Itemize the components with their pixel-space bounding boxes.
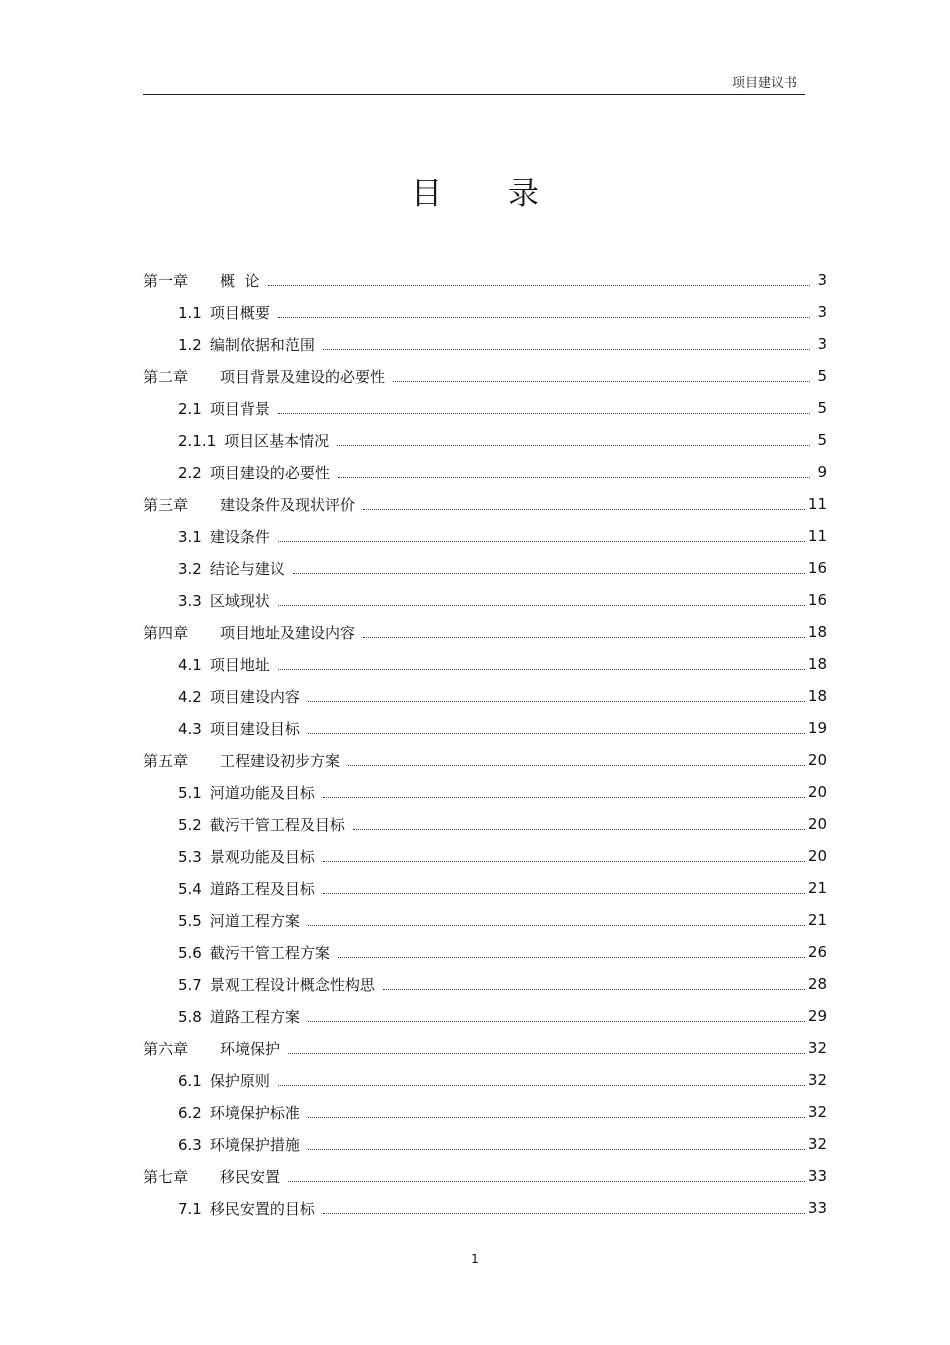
toc-entry-number: 第一章	[143, 271, 189, 290]
toc-entry-text: 区域现状	[209, 591, 270, 610]
toc-entry-number: 5.7	[178, 975, 202, 994]
toc-entry-number: 5.4	[178, 879, 202, 898]
toc-entry-page: 3	[817, 335, 827, 353]
toc-entry-number: 5.3	[178, 847, 202, 866]
toc-entry-label	[178, 846, 319, 867]
toc-entry-label	[178, 782, 319, 803]
toc-entry-page: 26	[807, 943, 827, 961]
toc-entry-page: 18	[807, 655, 827, 673]
toc-entry-number: 6.3	[178, 1135, 202, 1154]
toc-entry-page: 5	[817, 431, 827, 449]
toc-entry-number: 1.1	[178, 303, 202, 322]
toc-entry-label	[143, 1166, 284, 1187]
toc-entry-page: 20	[807, 815, 827, 833]
toc-entry-text: 概 论	[220, 271, 260, 290]
toc-section-entry[interactable]	[143, 296, 827, 328]
toc-entry-page: 19	[807, 719, 827, 737]
toc-entry-label	[143, 494, 359, 515]
toc-entry-number: 2.2	[178, 463, 202, 482]
toc-entry-number: 4.3	[178, 719, 202, 738]
toc-section-entry[interactable]	[143, 520, 827, 552]
toc-chapter-entry[interactable]	[143, 616, 827, 648]
toc-section-entry[interactable]	[143, 776, 827, 808]
toc-entry-text: 环境保护标准	[209, 1103, 300, 1122]
toc-section-entry[interactable]	[143, 968, 827, 1000]
toc-dot-leader	[278, 303, 810, 318]
toc-entry-page: 9	[817, 463, 827, 481]
toc-entry-label	[178, 718, 304, 739]
document-title-char-1: 目	[411, 176, 442, 212]
toc-entry-text: 建设条件及现状评价	[220, 495, 356, 514]
toc-entry-number: 4.2	[178, 687, 202, 706]
toc-dot-leader	[278, 527, 805, 542]
toc-dot-leader	[278, 399, 810, 414]
toc-entry-number: 7.1	[178, 1199, 202, 1218]
toc-entry-page: 32	[807, 1071, 827, 1089]
toc-entry-label	[178, 462, 334, 483]
toc-section-entry[interactable]	[143, 1064, 827, 1096]
toc-chapter-entry[interactable]	[143, 264, 827, 296]
toc-section-entry[interactable]	[143, 840, 827, 872]
toc-section-entry[interactable]	[143, 1192, 827, 1224]
toc-dot-leader	[338, 463, 810, 478]
toc-entry-label	[178, 1198, 319, 1219]
toc-entry-text: 项目地址	[209, 655, 270, 674]
toc-entry-text: 项目建设目标	[209, 719, 300, 738]
toc-entry-number: 3.1	[178, 527, 202, 546]
toc-dot-leader	[353, 815, 805, 830]
toc-entry-label	[178, 654, 274, 675]
toc-entry-text: 项目概要	[209, 303, 270, 322]
toc-entry-page: 29	[807, 1007, 827, 1025]
toc-entry-text: 项目建设内容	[209, 687, 300, 706]
toc-entry-number: 6.1	[178, 1071, 202, 1090]
toc-dot-leader	[308, 1135, 805, 1150]
toc-entry-text: 移民安置的目标	[209, 1199, 315, 1218]
toc-entry-label	[143, 750, 344, 771]
toc-dot-leader	[293, 559, 805, 574]
toc-entry-number: 第三章	[143, 495, 189, 514]
toc-entry-page: 28	[807, 975, 827, 993]
toc-entry-number: 4.1	[178, 655, 202, 674]
toc-entry-text: 项目背景及建设的必要性	[220, 367, 386, 386]
document-title-char-2: 录	[508, 176, 539, 212]
toc-dot-leader	[323, 335, 810, 350]
toc-entry-label	[143, 366, 389, 387]
toc-entry-text: 建设条件	[209, 527, 270, 546]
toc-entry-number: 5.1	[178, 783, 202, 802]
toc-entry-label	[178, 1134, 304, 1155]
toc-entry-label	[178, 334, 319, 355]
toc-section-entry[interactable]	[143, 808, 827, 840]
toc-entry-page: 3	[817, 303, 827, 321]
toc-entry-page: 32	[807, 1103, 827, 1121]
toc-entry-text: 工程建设初步方案	[220, 751, 341, 770]
toc-dot-leader	[337, 431, 810, 446]
document-title	[0, 168, 950, 213]
toc-section-entry[interactable]	[143, 328, 827, 360]
toc-dot-leader	[268, 271, 810, 286]
toc-entry-number: 第五章	[143, 751, 189, 770]
toc-dot-leader	[363, 623, 805, 638]
toc-entry-text: 环境保护	[220, 1039, 281, 1058]
toc-chapter-entry[interactable]	[143, 360, 827, 392]
toc-entry-label	[178, 686, 304, 707]
toc-entry-text: 项目背景	[209, 399, 270, 418]
toc-entry-label	[178, 910, 304, 931]
toc-section-entry[interactable]	[143, 1096, 827, 1128]
toc-entry-label	[178, 1102, 304, 1123]
toc-chapter-entry[interactable]	[143, 744, 827, 776]
toc-entry-label	[143, 1038, 284, 1059]
toc-dot-leader	[363, 495, 805, 510]
toc-entry-label	[178, 878, 319, 899]
toc-entry-text: 道路工程及目标	[209, 879, 315, 898]
toc-entry-label	[178, 814, 349, 835]
page-number: 1	[471, 1252, 479, 1266]
toc-section-entry[interactable]	[143, 584, 827, 616]
toc-entry-page: 32	[807, 1135, 827, 1153]
toc-entry-number: 5.5	[178, 911, 202, 930]
toc-entry-page: 16	[807, 591, 827, 609]
toc-dot-leader	[323, 783, 805, 798]
toc-dot-leader	[348, 751, 805, 766]
toc-entry-number: 3.3	[178, 591, 202, 610]
toc-entry-text: 移民安置	[220, 1167, 281, 1186]
toc-entry-page: 16	[807, 559, 827, 577]
toc-chapter-entry[interactable]	[143, 488, 827, 520]
toc-entry-label	[143, 622, 359, 643]
toc-entry-page: 11	[807, 527, 827, 545]
toc-entry-text: 道路工程方案	[209, 1007, 300, 1026]
toc-section-entry[interactable]	[143, 712, 827, 744]
toc-entry-number: 第四章	[143, 623, 189, 642]
toc-entry-text: 截污干管工程及目标	[209, 815, 345, 834]
toc-section-entry[interactable]	[143, 456, 827, 488]
toc-dot-leader	[338, 943, 805, 958]
toc-section-entry[interactable]	[143, 904, 827, 936]
toc-entry-page: 3	[817, 271, 827, 289]
toc-dot-leader	[308, 687, 805, 702]
toc-entry-page: 5	[817, 367, 827, 385]
toc-entry-page: 20	[807, 847, 827, 865]
toc-entry-number: 5.8	[178, 1007, 202, 1026]
toc-dot-leader	[288, 1167, 805, 1182]
toc-entry-label	[178, 398, 274, 419]
toc-entry-page: 33	[807, 1167, 827, 1185]
toc-entry-number: 6.2	[178, 1103, 202, 1122]
toc-dot-leader	[308, 1103, 805, 1118]
toc-entry-number: 第二章	[143, 367, 189, 386]
toc-section-entry[interactable]	[143, 936, 827, 968]
toc-entry-page: 11	[807, 495, 827, 513]
toc-dot-leader	[308, 911, 805, 926]
toc-entry-text: 结论与建议	[209, 559, 285, 578]
toc-entry-page: 32	[807, 1039, 827, 1057]
toc-entry-page: 5	[817, 399, 827, 417]
toc-entry-text: 项目建设的必要性	[209, 463, 330, 482]
toc-entry-text: 项目区基本情况	[224, 431, 330, 450]
toc-section-entry[interactable]	[143, 872, 827, 904]
toc-dot-leader	[383, 975, 805, 990]
toc-entry-number: 5.2	[178, 815, 202, 834]
toc-entry-page: 20	[807, 783, 827, 801]
toc-dot-leader	[278, 591, 805, 606]
toc-entry-page: 33	[807, 1199, 827, 1217]
toc-entry-text: 项目地址及建设内容	[220, 623, 356, 642]
toc-chapter-entry[interactable]	[143, 1160, 827, 1192]
toc-entry-label	[178, 974, 379, 995]
toc-entry-page: 18	[807, 687, 827, 705]
toc-entry-number: 2.1.1	[178, 431, 217, 450]
toc-dot-leader	[288, 1039, 805, 1054]
toc-entry-text: 景观工程设计概念性构思	[209, 975, 375, 994]
toc-entry-page: 20	[807, 751, 827, 769]
toc-entry-page: 21	[807, 879, 827, 897]
toc-section-entry[interactable]	[143, 648, 827, 680]
toc-dot-leader	[278, 1071, 805, 1086]
toc-dot-leader	[308, 719, 805, 734]
toc-entry-text: 景观功能及目标	[209, 847, 315, 866]
toc-entry-label	[178, 558, 289, 579]
toc-dot-leader	[323, 879, 805, 894]
toc-section-entry[interactable]	[143, 424, 827, 456]
toc-dot-leader	[323, 1199, 805, 1214]
toc-entry-text: 河道功能及目标	[209, 783, 315, 802]
toc-entry-label	[178, 430, 333, 451]
toc-entry-label	[178, 302, 274, 323]
toc-entry-page: 21	[807, 911, 827, 929]
toc-section-entry[interactable]	[143, 1000, 827, 1032]
toc-section-entry[interactable]	[143, 1128, 827, 1160]
toc-entry-page: 18	[807, 623, 827, 641]
toc-entry-number: 第七章	[143, 1167, 189, 1186]
toc-entry-number: 3.2	[178, 559, 202, 578]
table-of-contents	[143, 264, 827, 1224]
toc-entry-label	[143, 270, 264, 291]
header-title: 项目建议书	[731, 76, 797, 91]
toc-section-entry[interactable]	[143, 552, 827, 584]
toc-section-entry[interactable]	[143, 392, 827, 424]
toc-entry-text: 保护原则	[209, 1071, 270, 1090]
toc-entry-text: 截污干管工程方案	[209, 943, 330, 962]
toc-entry-label	[178, 942, 334, 963]
toc-entry-number: 第六章	[143, 1039, 189, 1058]
toc-chapter-entry[interactable]	[143, 1032, 827, 1064]
toc-entry-label	[178, 1070, 274, 1091]
page-header	[143, 70, 805, 95]
toc-section-entry[interactable]	[143, 680, 827, 712]
toc-dot-leader	[393, 367, 810, 382]
toc-dot-leader	[323, 847, 805, 862]
toc-entry-label	[178, 590, 274, 611]
toc-dot-leader	[308, 1007, 805, 1022]
toc-entry-text: 环境保护措施	[209, 1135, 300, 1154]
toc-entry-text: 编制依据和范围	[209, 335, 315, 354]
toc-entry-label	[178, 1006, 304, 1027]
toc-dot-leader	[278, 655, 805, 670]
toc-entry-number: 2.1	[178, 399, 202, 418]
toc-entry-label	[178, 526, 274, 547]
toc-entry-number: 1.2	[178, 335, 202, 354]
toc-entry-text: 河道工程方案	[209, 911, 300, 930]
toc-entry-number: 5.6	[178, 943, 202, 962]
